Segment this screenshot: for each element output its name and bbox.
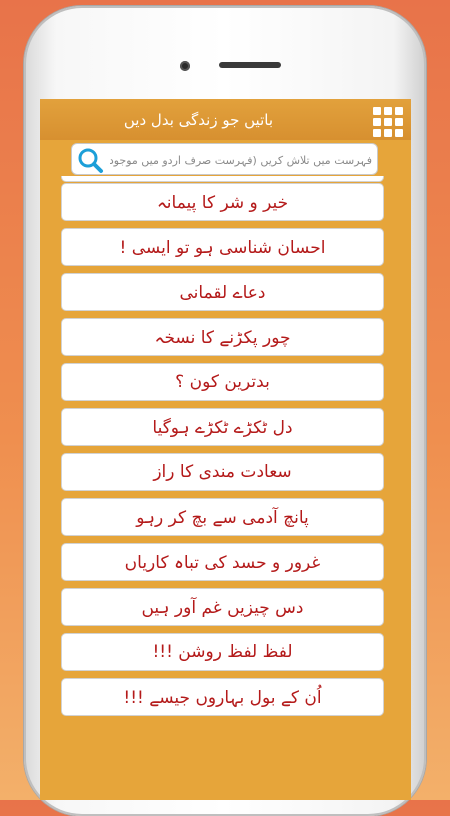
search-icon[interactable]: [76, 146, 104, 174]
list-item-label: اُن کے بول بہاروں جیسے !!!: [123, 687, 322, 708]
list-item[interactable]: [61, 408, 384, 446]
list-item-label: خیر و شر کا پیمانہ: [156, 192, 289, 213]
app-header: [40, 99, 411, 140]
list-item-label: پانچ آدمی سے بچ کر رہو: [136, 507, 309, 528]
list-item[interactable]: [61, 453, 384, 491]
list-item[interactable]: [61, 228, 384, 266]
grid-menu-icon[interactable]: [373, 107, 403, 137]
search-bar[interactable]: [71, 143, 378, 175]
list-item-label: غرور و حسد کی تباہ کاریاں: [124, 552, 321, 573]
app-screen: [40, 99, 411, 800]
list-item-label: سعادت مندی کا راز: [153, 462, 292, 482]
list-item[interactable]: [61, 273, 384, 311]
list-item[interactable]: [61, 363, 384, 401]
list-item[interactable]: [61, 678, 384, 716]
app-title: باتیں جو زندگی بدل دیں: [123, 111, 273, 129]
list-item[interactable]: [61, 543, 384, 581]
list-item-label: دس چیزیں غم آور ہیں: [141, 597, 304, 618]
list-item[interactable]: [61, 633, 384, 671]
front-camera: [180, 61, 190, 71]
list-item[interactable]: [61, 588, 384, 626]
list-item-label: احسان شناسی ہو تو ایسی !: [119, 237, 326, 258]
list-item[interactable]: [61, 183, 384, 221]
list-item-label: دل ٹکڑے ٹکڑے ہوگیا: [152, 417, 293, 438]
search-input[interactable]: [108, 148, 374, 172]
earpiece-speaker: [219, 62, 281, 68]
list-item-label: دعاے لقمانی: [179, 282, 266, 303]
list-item[interactable]: [61, 318, 384, 356]
list-item-partial[interactable]: [61, 176, 384, 182]
list-item[interactable]: [61, 498, 384, 536]
list-item-label: چور پکڑنے کا نسخہ: [154, 327, 291, 348]
article-list: [61, 183, 386, 723]
list-item-label: لفظ لفظ روشن !!!: [152, 642, 293, 662]
list-item-label: بدترین کون ؟: [175, 372, 270, 392]
